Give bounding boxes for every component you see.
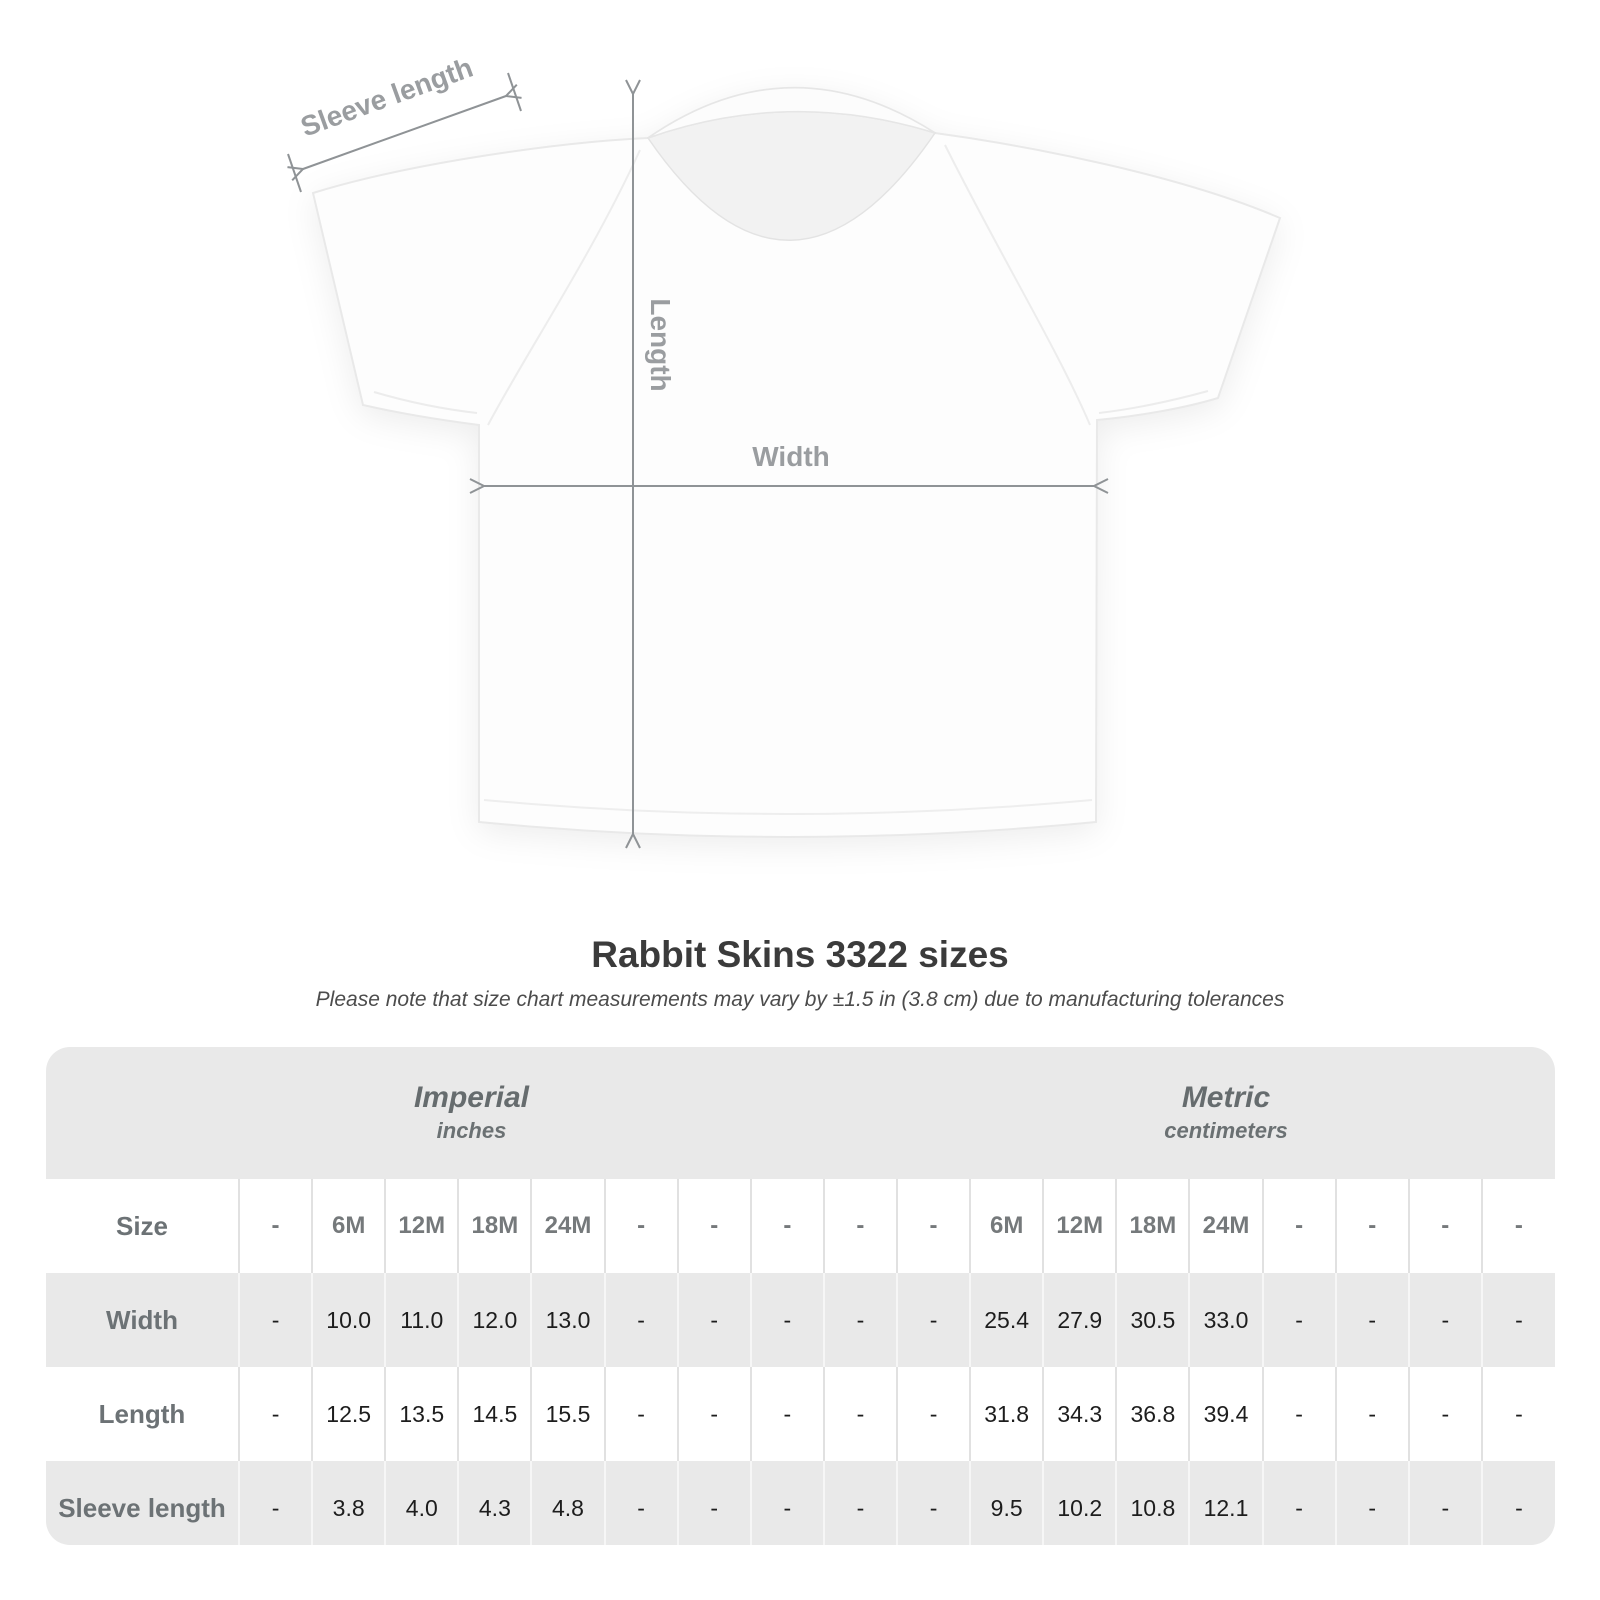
page-title: Rabbit Skins 3322 sizes [591,934,1009,975]
table-cell: - [1263,1367,1336,1461]
table-cell: 24M [1189,1179,1262,1273]
table-cell: 34.3 [1043,1367,1116,1461]
table-cell: - [239,1461,312,1545]
table-row-width [46,1273,1555,1367]
table-cell: 4.0 [385,1461,458,1545]
table-cell: - [678,1461,751,1545]
row-label: Width [46,1273,239,1367]
table-cell: 15.5 [531,1367,604,1461]
table-cell: 10.2 [1043,1461,1116,1545]
table-cell: 13.5 [385,1367,458,1461]
table-cell: 6M [970,1179,1043,1273]
table-cell: 4.3 [458,1461,531,1545]
table-cell: - [897,1367,970,1461]
table-cell: - [678,1367,751,1461]
width-label: Width [752,441,830,472]
table-cell: - [1482,1367,1555,1461]
table-cell: 6M [312,1179,385,1273]
table-cell: 36.8 [1116,1367,1189,1461]
table-cell: - [824,1367,897,1461]
size-table-container [46,1047,1555,1545]
table-cell: 31.8 [970,1367,1043,1461]
size-table [46,1047,1555,1545]
table-cell: 27.9 [1043,1273,1116,1367]
table-cell: 24M [531,1179,604,1273]
sleeve-length-cap-end [508,73,521,111]
table-cell: 39.4 [1189,1367,1262,1461]
table-cell: 12M [385,1179,458,1273]
table-cell: - [1263,1461,1336,1545]
sleeve-length-cap-start [288,154,301,192]
table-cell: - [1482,1179,1555,1273]
table-cell: 3.8 [312,1461,385,1545]
table-row-size [46,1179,1555,1273]
imperial-header [46,1047,897,1179]
table-cell: - [897,1461,970,1545]
table-cell: 12.0 [458,1273,531,1367]
table-cell: - [1409,1461,1482,1545]
row-label: Size [46,1179,239,1273]
table-cell: - [897,1179,970,1273]
table-cell: - [824,1273,897,1367]
table-row-sleeve-length [46,1461,1555,1545]
table-cell: - [824,1179,897,1273]
table-cell: - [1263,1179,1336,1273]
imperial-units: inches [436,1118,507,1144]
table-cell: - [239,1273,312,1367]
table-cell: - [897,1273,970,1367]
table-cell: - [751,1461,824,1545]
table-cell: - [751,1367,824,1461]
table-cell: 25.4 [970,1273,1043,1367]
sleeve-length-label: Sleeve length [296,51,477,143]
table-cell: - [239,1367,312,1461]
table-cell: - [1482,1273,1555,1367]
metric-title: Metric [1181,1080,1271,1114]
table-cell: - [751,1179,824,1273]
table-cell: 10.8 [1116,1461,1189,1545]
page-subtitle: Please note that size chart measurements may vary by ±1.5 in (3.8 cm) due to manufacturing tolerances [315,988,1285,1011]
table-cell: - [1336,1461,1409,1545]
table-cell: 12M [1043,1179,1116,1273]
table-cell: - [751,1273,824,1367]
table-cell: - [1409,1367,1482,1461]
table-cell: 12.1 [1189,1461,1262,1545]
row-label: Length [46,1367,239,1461]
table-cell: 12.5 [312,1367,385,1461]
table-cell: - [239,1179,312,1273]
table-cell: - [1336,1367,1409,1461]
table-header-row [46,1047,1555,1179]
table-cell: 33.0 [1189,1273,1262,1367]
table-cell: 18M [458,1179,531,1273]
table-cell: - [1263,1273,1336,1367]
table-cell: 30.5 [1116,1273,1189,1367]
table-cell: 11.0 [385,1273,458,1367]
table-cell: - [678,1179,751,1273]
metric-units: centimeters [1164,1118,1288,1144]
imperial-title: Imperial [413,1080,530,1114]
table-cell: 10.0 [312,1273,385,1367]
row-label: Sleeve length [46,1461,239,1545]
table-cell: - [824,1461,897,1545]
metric-header [897,1047,1555,1179]
table-cell: 9.5 [970,1461,1043,1545]
table-row-length [46,1367,1555,1461]
table-cell: 18M [1116,1179,1189,1273]
length-label: Length [645,298,676,392]
table-cell: - [678,1273,751,1367]
table-cell: - [605,1273,678,1367]
table-cell: - [605,1367,678,1461]
table-cell: - [1409,1273,1482,1367]
table-cell: - [1409,1179,1482,1273]
table-cell: - [1336,1179,1409,1273]
table-cell: - [605,1179,678,1273]
table-cell: - [1482,1461,1555,1545]
table-cell: - [605,1461,678,1545]
table-cell: 4.8 [531,1461,604,1545]
table-cell: 14.5 [458,1367,531,1461]
table-cell: 13.0 [531,1273,604,1367]
table-cell: - [1336,1273,1409,1367]
